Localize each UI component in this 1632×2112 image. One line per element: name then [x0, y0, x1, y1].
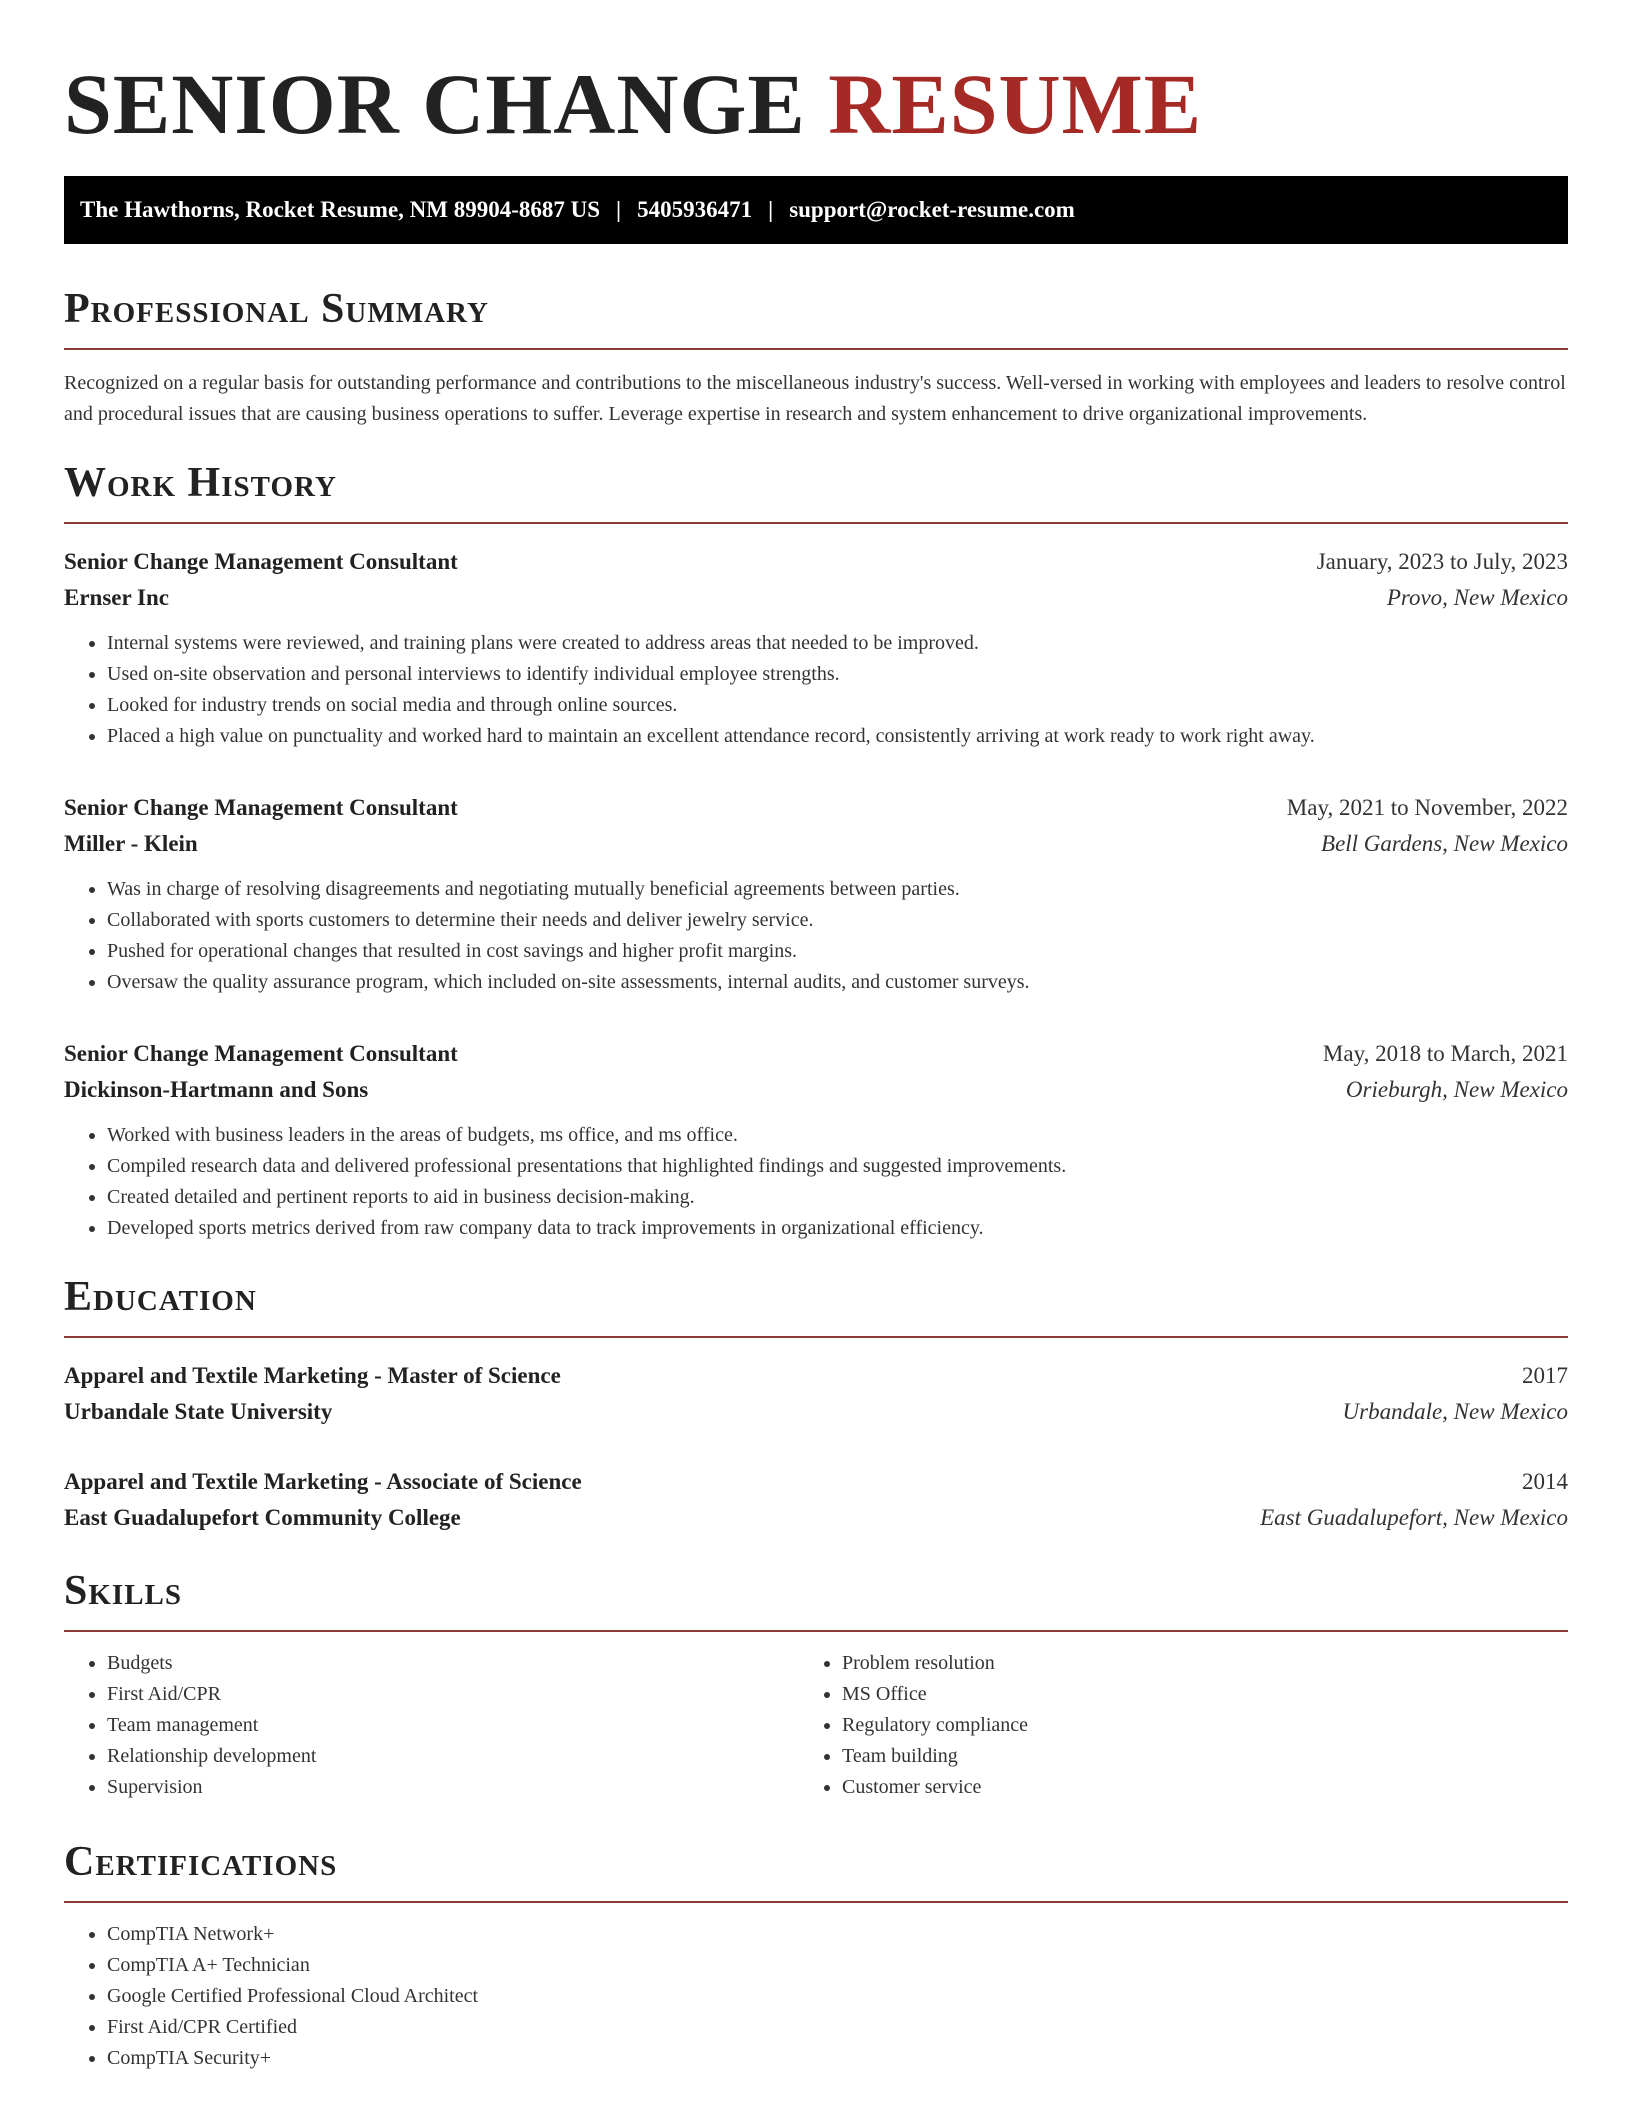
job-bullet: • Internal systems were reviewed, and training plans were created to address areas that needed to be improved. — [107, 628, 1568, 659]
certifications-section — [64, 1837, 1568, 2074]
skills-heading: Skills — [64, 1568, 183, 1614]
skill-item: • Team management — [107, 1710, 799, 1741]
section-divider — [64, 522, 1568, 524]
job-bullet: • Compiled research data and delivered professional presentations that highlighted findings and suggested improvements. — [107, 1151, 1568, 1182]
education-section — [64, 1272, 1568, 1536]
job-location: Provo, New Mexico — [1386, 585, 1568, 610]
education-degree: Apparel and Textile Marketing - Associate of Science — [64, 1469, 582, 1494]
job-bullets — [64, 1120, 1568, 1244]
certification-item: • CompTIA A+ Technician — [107, 1950, 1568, 1981]
job-bullets — [64, 874, 1568, 998]
section-divider — [64, 1630, 1568, 1632]
job-role: Senior Change Management Consultant — [64, 1041, 458, 1066]
job-bullet: • Looked for industry trends on social media and through online sources. — [107, 690, 1568, 721]
skill-item: • Regulatory compliance — [842, 1710, 1534, 1741]
job-role: Senior Change Management Consultant — [64, 795, 458, 820]
job-entry — [64, 544, 1568, 752]
job-bullet: • Collaborated with sports customers to determine their needs and deliver jewelry service. — [107, 905, 1568, 936]
education-location: East Guadalupefort, New Mexico — [1260, 1505, 1568, 1530]
summary-heading: Professional Summary — [64, 286, 489, 332]
skills-grid — [64, 1648, 1568, 1803]
job-bullet: • Was in charge of resolving disagreements and negotiating mutually beneficial agreements between parties. — [107, 874, 1568, 905]
education-school: East Guadalupefort Community College — [64, 1505, 461, 1530]
certification-item: • CompTIA Network+ — [107, 1919, 1568, 1950]
skill-item: • Customer service — [842, 1772, 1534, 1803]
job-company: Miller - Klein — [64, 831, 198, 856]
job-bullet: • Placed a high value on punctuality and worked hard to maintain an excellent attendance record, consistently arriving at work ready to work right away. — [107, 721, 1568, 752]
job-bullet: • Worked with business leaders in the areas of budgets, ms office, and ms office. — [107, 1120, 1568, 1151]
education-year: 2017 — [1522, 1363, 1568, 1388]
job-bullet: • Developed sports metrics derived from raw company data to track improvements in organizational efficiency. — [107, 1213, 1568, 1244]
summary-text: Recognized on a regular basis for outstanding performance and contributions to the miscellaneous industry's success. Well-versed in working with employees and leaders to resolve control and procedural issues that are causing business operations to suffer. Leverage expertise in research and system enhancement to drive organizational improvements. — [64, 372, 1566, 425]
job-dates: May, 2018 to March, 2021 — [1322, 1041, 1568, 1066]
title-primary: SENIOR CHANGE — [64, 56, 806, 152]
education-heading: Education — [64, 1274, 257, 1320]
certifications-list — [64, 1919, 1568, 2074]
contact-separator: | — [768, 197, 774, 222]
skill-item: • MS Office — [842, 1679, 1534, 1710]
skill-item: • Team building — [842, 1741, 1534, 1772]
skill-item: • First Aid/CPR — [107, 1679, 799, 1710]
skills-column-right — [799, 1648, 1534, 1803]
job-company: Ernser Inc — [64, 585, 169, 610]
skill-item: • Supervision — [107, 1772, 799, 1803]
section-divider — [64, 348, 1568, 350]
certification-item: • First Aid/CPR Certified — [107, 2012, 1568, 2043]
job-bullet: • Oversaw the quality assurance program, which included on-site assessments, internal audits, and customer surveys. — [107, 967, 1568, 998]
certification-item: • Google Certified Professional Cloud Architect — [107, 1981, 1568, 2012]
education-location: Urbandale, New Mexico — [1342, 1399, 1568, 1424]
job-entry — [64, 1036, 1568, 1244]
job-role: Senior Change Management Consultant — [64, 549, 458, 574]
education-entry — [64, 1464, 1568, 1536]
job-entry — [64, 790, 1568, 998]
contact-phone: 5405936471 — [637, 197, 753, 222]
education-year: 2014 — [1522, 1469, 1568, 1494]
work-history-heading: Work History — [64, 460, 337, 506]
job-dates: January, 2023 to July, 2023 — [1316, 549, 1568, 574]
job-bullet: • Used on-site observation and personal interviews to identify individual employee strengths. — [107, 659, 1568, 690]
resume-title — [64, 56, 1568, 152]
skills-section — [64, 1566, 1568, 1803]
job-bullets — [64, 628, 1568, 752]
job-bullet: • Pushed for operational changes that resulted in cost savings and higher profit margins. — [107, 936, 1568, 967]
section-divider — [64, 1336, 1568, 1338]
skill-item: • Budgets — [107, 1648, 799, 1679]
job-location: Bell Gardens, New Mexico — [1321, 831, 1568, 856]
job-location: Orieburgh, New Mexico — [1345, 1077, 1568, 1102]
job-dates: May, 2021 to November, 2022 — [1286, 795, 1568, 820]
certification-item: • CompTIA Security+ — [107, 2043, 1568, 2074]
education-school: Urbandale State University — [64, 1399, 333, 1424]
work-history-section — [64, 458, 1568, 1244]
skill-item: • Relationship development — [107, 1741, 799, 1772]
skill-item: • Problem resolution — [842, 1648, 1534, 1679]
education-degree: Apparel and Textile Marketing - Master of Science — [64, 1363, 561, 1388]
contact-separator: | — [616, 197, 622, 222]
contact-address: The Hawthorns, Rocket Resume, NM 89904-8687 US — [80, 197, 601, 222]
title-accent: RESUME — [828, 56, 1203, 152]
section-divider — [64, 1901, 1568, 1903]
skills-column-left — [64, 1648, 799, 1803]
education-entry — [64, 1358, 1568, 1430]
job-company: Dickinson-Hartmann and Sons — [64, 1077, 369, 1102]
job-bullet: • Created detailed and pertinent reports to aid in business decision-making. — [107, 1182, 1568, 1213]
contact-bar — [64, 176, 1568, 244]
contact-email: support@rocket-resume.com — [789, 197, 1075, 222]
certifications-heading: Certifications — [64, 1839, 338, 1885]
summary-section — [64, 284, 1568, 430]
